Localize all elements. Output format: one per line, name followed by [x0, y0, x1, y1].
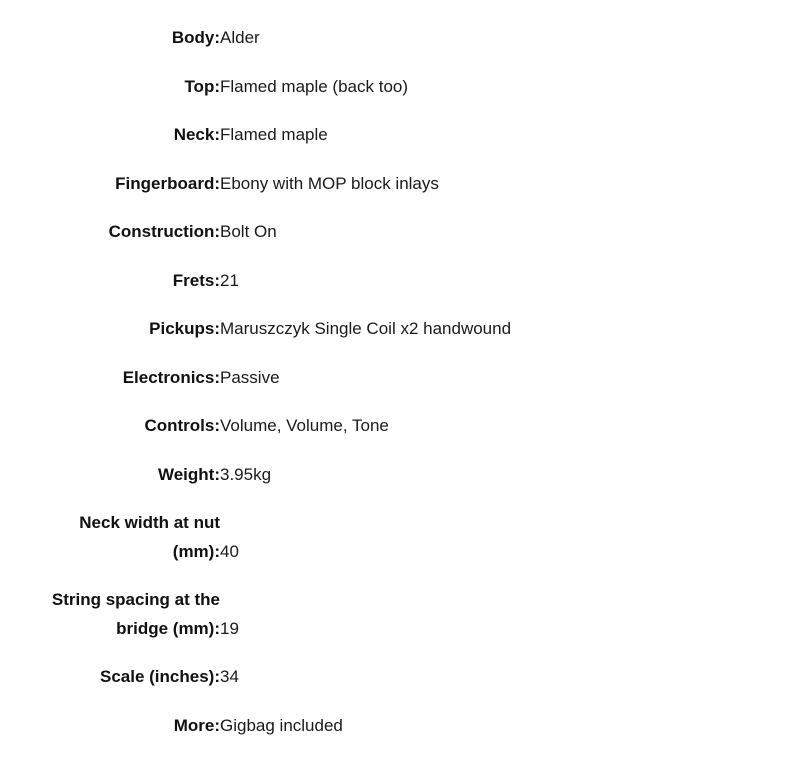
spec-row [48, 14, 511, 63]
spec-row [48, 305, 511, 354]
spec-row [48, 160, 511, 209]
spec-value: Flamed maple (back too) [220, 76, 409, 96]
spec-row [48, 499, 511, 576]
spec-value: Flamed maple [220, 125, 328, 144]
spec-row [48, 402, 511, 451]
spec-value: 40 [220, 541, 239, 561]
spec-value: Bolt On [220, 222, 277, 241]
spec-row [48, 111, 511, 160]
spec-label: Pickups: [149, 319, 220, 338]
specifications-table-body [48, 14, 511, 750]
spec-row [48, 451, 511, 500]
spec-value: 19 [220, 618, 239, 638]
spec-row [48, 576, 511, 653]
spec-row [48, 653, 511, 702]
spec-value: 21 [220, 270, 239, 290]
spec-label: Neck: [173, 125, 220, 144]
spec-value: Volume, Volume, Tone [220, 416, 389, 435]
spec-label: Neck width at nut (mm): [79, 513, 220, 561]
spec-label: Scale (inches): [100, 667, 220, 686]
page [0, 14, 800, 782]
spec-value: 34 [220, 667, 239, 686]
spec-label: Electronics: [122, 367, 220, 387]
spec-row [48, 702, 511, 751]
spec-value: Gigbag included [220, 715, 343, 735]
spec-row [48, 208, 511, 257]
spec-value: Alder [220, 28, 260, 47]
spec-label: Construction: [108, 222, 220, 241]
spec-label: More: [173, 715, 220, 735]
spec-row [48, 354, 511, 403]
spec-value: Ebony with MOP block inlays [220, 173, 439, 193]
spec-label: Weight: [157, 464, 220, 484]
spec-row [48, 257, 511, 306]
spec-label: String spacing at the bridge (mm): [51, 590, 220, 638]
spec-value: Passive [220, 367, 280, 387]
spec-label: Controls: [144, 416, 220, 435]
spec-value: Maruszczyk Single Coil x2 handwound [220, 319, 512, 338]
spec-label: Frets: [172, 270, 220, 290]
spec-label: Fingerboard: [115, 173, 220, 193]
spec-value: 3.95kg [220, 464, 272, 484]
specifications-table [48, 14, 511, 750]
spec-row [48, 63, 511, 112]
spec-label: Body: [171, 28, 220, 47]
spec-label: Top: [184, 76, 220, 96]
